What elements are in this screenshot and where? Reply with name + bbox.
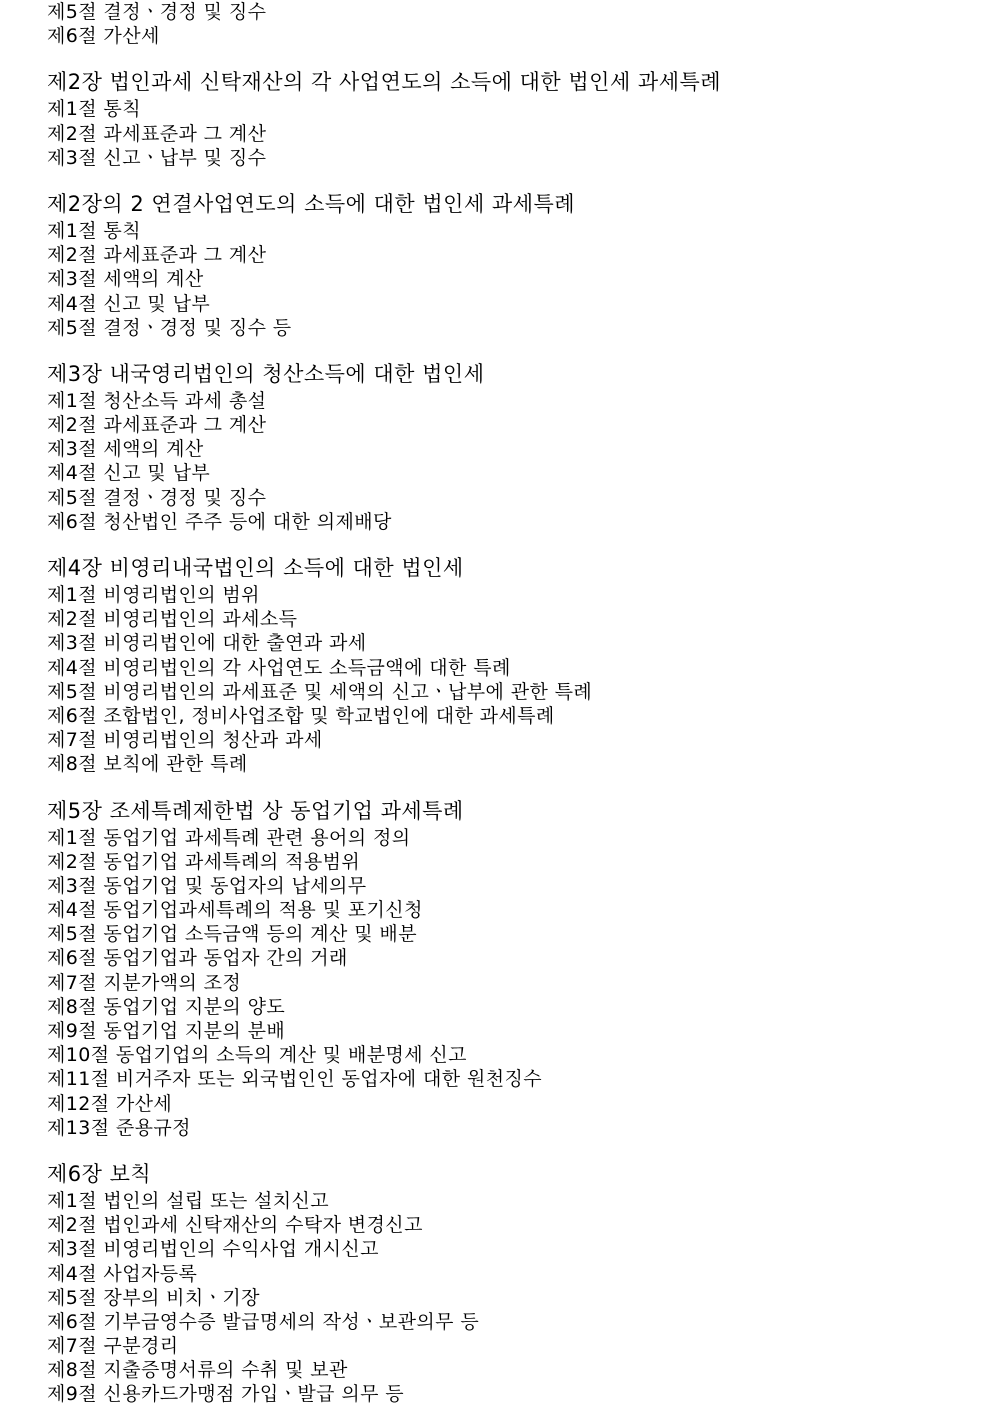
- section-item: 제6절 동업기업과 동업자 간의 거래: [47, 947, 348, 970]
- chapter-block-2: [47, 67, 977, 170]
- section-item: 제6절 청산법인 주주 등에 대한 의제배당: [47, 510, 392, 533]
- chapter-block-4: [47, 553, 977, 777]
- section-item: 제1절 동업기업 과세특례 관련 용어의 정의: [47, 826, 411, 849]
- section-item: 제2절 법인과세 신탁재산의 수탁자 변경신고: [47, 1214, 423, 1237]
- section-item: 제4절 비영리법인의 각 사업연도 소득금액에 대한 특례: [47, 656, 511, 679]
- section-item: 제10절 동업기업의 소득의 계산 및 배분명세 신고: [47, 1044, 467, 1067]
- section-item: 제8절 지출증명서류의 수취 및 보관: [47, 1359, 348, 1382]
- section-item: 제1절 청산소득 과세 총설: [47, 389, 267, 412]
- section-item: 제1절 통칙: [47, 98, 141, 121]
- section-item: 제2절 과세표준과 그 계산: [47, 244, 267, 267]
- section-item: 제5절 결정ㆍ경정 및 징수: [47, 1, 267, 23]
- section-item: 제1절 통칙: [47, 219, 141, 242]
- section-item: 제3절 비영리법인의 수익사업 개시신고: [47, 1238, 379, 1261]
- section-item: 제6절 조합법인, 정비사업조합 및 학교법인에 대한 과세특례: [47, 704, 555, 727]
- section-item: 제8절 보칙에 관한 특례: [47, 753, 248, 776]
- section-item: 제12절 가산세: [47, 1092, 173, 1115]
- section-item: 제7절 구분경리: [47, 1335, 179, 1358]
- section-item: 제6절 기부금영수증 발급명세의 작성ㆍ보관의무 등: [47, 1310, 480, 1333]
- table-of-contents: [47, 0, 977, 1407]
- section-item: 제7절 지분가액의 조정: [47, 971, 242, 994]
- section-item: 제9절 동업기업 지분의 분배: [47, 1020, 286, 1042]
- section-item: 제4절 사업자등록: [47, 1262, 198, 1285]
- chapter-block-5: [47, 796, 977, 1140]
- chapter-block-continued: [47, 0, 977, 48]
- section-item: 제11절 비거주자 또는 외국법인인 동업자에 대한 원천징수: [47, 1068, 542, 1091]
- section-item: 제2절 과세표준과 그 계산: [47, 414, 267, 437]
- section-item: 제2절 과세표준과 그 계산: [47, 122, 267, 145]
- chapter-title: 제2장의 2 연결사업연도의 소득에 대한 법인세 과세특례: [47, 191, 576, 216]
- section-item: 제5절 동업기업 소득금액 등의 계산 및 배분: [47, 923, 417, 946]
- chapter-block-2-2: [47, 189, 977, 340]
- section-item: 제3절 신고ㆍ납부 및 징수: [47, 146, 267, 169]
- chapter-title: 제2장 법인과세 신탁재산의 각 사업연도의 소득에 대한 법인세 과세특례: [47, 70, 722, 95]
- section-item: 제3절 세액의 계산: [47, 438, 204, 461]
- chapter-title: 제6장 보칙: [47, 1161, 152, 1186]
- section-item: 제4절 동업기업과세특례의 적용 및 포기신청: [47, 899, 423, 922]
- section-item: 제9절 신용카드가맹점 가입ㆍ발급 의무 등: [47, 1383, 405, 1406]
- chapter-title: 제5장 조세특례제한법 상 동업기업 과세특례: [47, 798, 464, 823]
- section-item: 제2절 비영리법인의 과세소득: [47, 608, 298, 631]
- block-spacer: [47, 777, 977, 796]
- section-item: 제4절 신고 및 납부: [47, 462, 211, 485]
- block-spacer: [47, 48, 977, 67]
- block-spacer: [47, 170, 977, 189]
- section-item: 제5절 결정ㆍ경정 및 징수: [47, 486, 267, 509]
- block-spacer: [47, 534, 977, 553]
- chapter-block-6: [47, 1159, 977, 1407]
- section-item: 제3절 비영리법인에 대한 출연과 과세: [47, 632, 367, 655]
- chapter-title: 제3장 내국영리법인의 청산소득에 대한 법인세: [47, 361, 485, 386]
- block-spacer: [47, 340, 977, 359]
- section-item: 제2절 동업기업 과세특례의 적용범위: [47, 850, 361, 873]
- section-item: 제8절 동업기업 지분의 양도: [47, 995, 286, 1018]
- section-item: 제1절 비영리법인의 범위: [47, 584, 260, 606]
- section-item: 제7절 비영리법인의 청산과 과세: [47, 729, 323, 752]
- section-item: 제4절 신고 및 납부: [47, 292, 211, 315]
- section-item: 제5절 결정ㆍ경정 및 징수 등: [47, 316, 292, 339]
- section-item: 제3절 동업기업 및 동업자의 납세의무: [47, 874, 367, 897]
- section-item: 제3절 세액의 계산: [47, 268, 204, 291]
- section-item: 제6절 가산세: [47, 25, 160, 48]
- chapter-title: 제4장 비영리내국법인의 소득에 대한 법인세: [47, 556, 464, 580]
- section-item: 제1절 법인의 설립 또는 설치신고: [47, 1189, 330, 1212]
- section-item: 제5절 장부의 비치ㆍ기장: [47, 1286, 260, 1309]
- section-item: 제5절 비영리법인의 과세표준 및 세액의 신고ㆍ납부에 관한 특례: [47, 680, 593, 703]
- block-spacer: [47, 1140, 977, 1159]
- chapter-block-3: [47, 359, 977, 534]
- section-item: 제13절 준용규정: [47, 1116, 191, 1139]
